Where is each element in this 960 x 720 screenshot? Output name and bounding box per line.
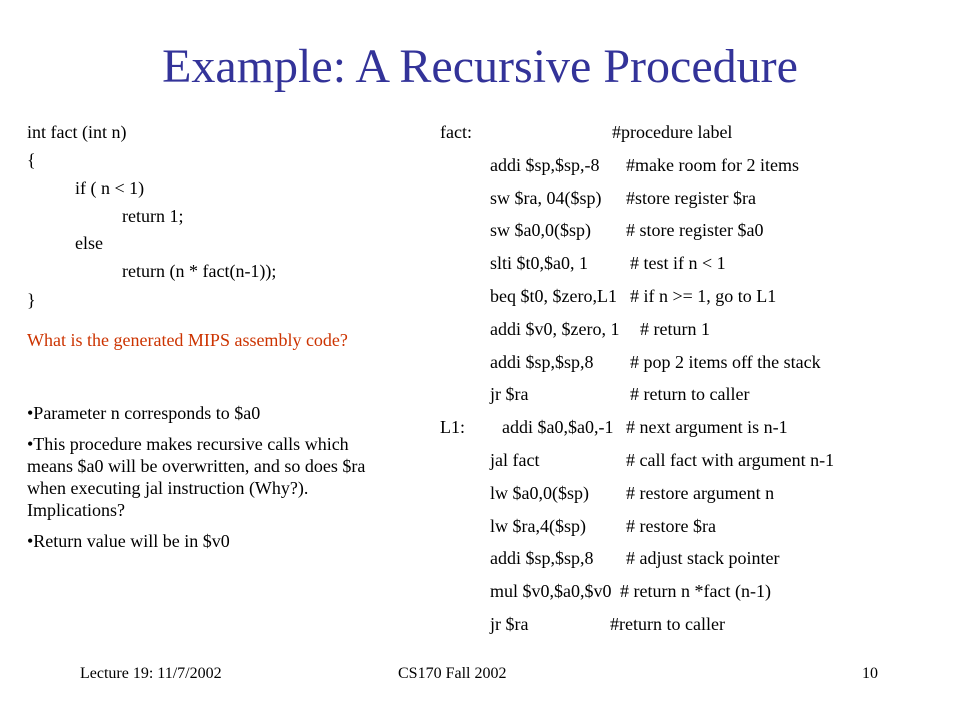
c-code-line: else	[75, 233, 103, 253]
asm-instruction: sw $a0,0($sp)	[490, 220, 591, 240]
page-number: 10	[862, 665, 878, 682]
footer-lecture: Lecture 19: 11/7/2002	[80, 665, 222, 682]
asm-instruction: lw $a0,0($sp)	[490, 483, 589, 503]
asm-comment: # if n >= 1, go to L1	[630, 286, 777, 306]
asm-comment: # test if n < 1	[630, 253, 726, 273]
asm-label: L1:	[440, 417, 465, 437]
asm-instruction: addi $a0,$a0,-1	[502, 417, 614, 437]
question-text: What is the generated MIPS assembly code?	[27, 330, 348, 350]
asm-instruction: jal fact	[490, 450, 540, 470]
asm-instruction: slti $t0,$a0, 1	[490, 253, 588, 273]
asm-instruction: addi $sp,$sp,-8	[490, 155, 600, 175]
c-code-line: {	[27, 150, 36, 170]
asm-comment: # restore $ra	[626, 516, 716, 536]
bullet-item: •This procedure makes recursive calls which means $a0 will be overwritten, and so does $ra when executing jal instruction (Why?). Implications?	[27, 434, 366, 520]
asm-comment: #make room for 2 items	[626, 155, 799, 175]
asm-instruction: jr $ra	[490, 614, 529, 634]
asm-comment: # next argument is n-1	[626, 417, 788, 437]
bullet-item: •Return value will be in $v0	[27, 531, 230, 551]
asm-instruction: sw $ra, 04($sp)	[490, 188, 602, 208]
asm-instruction: addi $sp,$sp,8	[490, 548, 594, 568]
asm-instruction: jr $ra	[490, 384, 529, 404]
asm-instruction: lw $ra,4($sp)	[490, 516, 586, 536]
asm-instruction: beq $t0, $zero,L1	[490, 286, 617, 306]
bullet-list	[27, 402, 377, 561]
asm-instruction: mul $v0,$a0,$v0	[490, 581, 612, 601]
c-code-line: return (n * fact(n-1));	[122, 261, 277, 281]
asm-comment: # return n *fact (n-1)	[620, 581, 771, 601]
asm-comment: # return 1	[640, 319, 710, 339]
asm-comment: # call fact with argument n-1	[626, 450, 835, 470]
asm-comment: #return to caller	[610, 614, 725, 634]
c-code-line: if ( n < 1)	[75, 178, 145, 198]
bullet-item: •Parameter n corresponds to $a0	[27, 403, 261, 423]
c-code-line: }	[27, 290, 36, 310]
slide-title: Example: A Recursive Procedure	[162, 40, 798, 93]
asm-comment: # restore argument n	[626, 483, 775, 503]
asm-label: fact:	[440, 122, 472, 142]
c-code-line: return 1;	[122, 206, 184, 226]
asm-comment: #procedure label	[612, 122, 733, 142]
asm-comment: # return to caller	[630, 384, 750, 404]
asm-comment: # store register $a0	[626, 220, 764, 240]
asm-instruction: addi $sp,$sp,8	[490, 352, 594, 372]
c-code-line: int fact (int n)	[27, 122, 127, 142]
asm-comment: # pop 2 items off the stack	[630, 352, 821, 372]
asm-comment: # adjust stack pointer	[626, 548, 780, 568]
asm-instruction: addi $v0, $zero, 1	[490, 319, 620, 339]
footer-course: CS170 Fall 2002	[398, 665, 507, 682]
asm-comment: #store register $ra	[626, 188, 756, 208]
